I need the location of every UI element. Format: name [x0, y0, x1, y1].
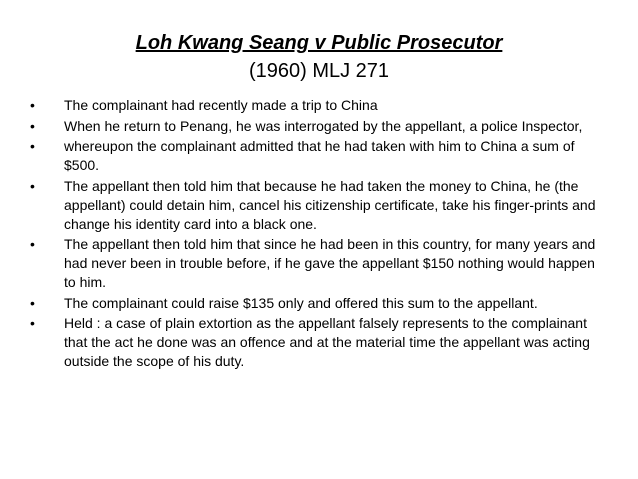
bullet-item — [30, 117, 610, 136]
bullet-item — [30, 177, 610, 234]
bullet-dot-icon: • — [30, 177, 35, 194]
bullet-text: When he return to Penang, he was interrogated by the appellant, a police Inspector, — [64, 117, 583, 134]
bullet-text: The appellant then told him that since he had been in this country, for many years and had never been in trouble before, if he gave the appellant $150 nothing would happen to him. — [64, 236, 596, 290]
bullet-dot-icon: • — [30, 294, 35, 311]
bullet-text: The complainant had recently made a trip to China — [64, 97, 378, 113]
bullet-item — [30, 235, 610, 292]
bullet-dot-icon: • — [30, 236, 35, 252]
bullet-text: whereupon the complainant admitted that he had taken with him to China a sum of $500. — [64, 138, 575, 173]
bullet-text: Held : a case of plain extortion as the appellant falsely represents to the complainant that the act he done was an offence and at the material time the appellant was acting outside the scope of his duty. — [64, 315, 590, 369]
bullet-text: The complainant could raise $135 only and offered this sum to the appellant. — [64, 294, 538, 311]
bullet-dot-icon: • — [30, 117, 35, 134]
bullet-dot-icon: • — [30, 315, 35, 331]
bullet-dot-icon: • — [30, 97, 35, 113]
bullet-dot-icon: • — [30, 138, 35, 154]
title-block — [0, 30, 638, 84]
bullet-item — [30, 314, 610, 371]
case-name-title: Loh Kwang Seang v Public Prosecutor — [135, 32, 503, 54]
bullet-item — [30, 294, 610, 313]
bullet-text: The appellant then told him that because he had taken the money to China, he (the appellant) could detain him, cancel his citizenship certificate, take his finger-prints and change his identity card into a black one. — [64, 177, 596, 232]
bullet-item — [30, 137, 610, 175]
bullet-list — [30, 96, 610, 373]
bullet-item — [30, 96, 610, 115]
case-citation: (1960) MLJ 271 — [248, 60, 390, 82]
